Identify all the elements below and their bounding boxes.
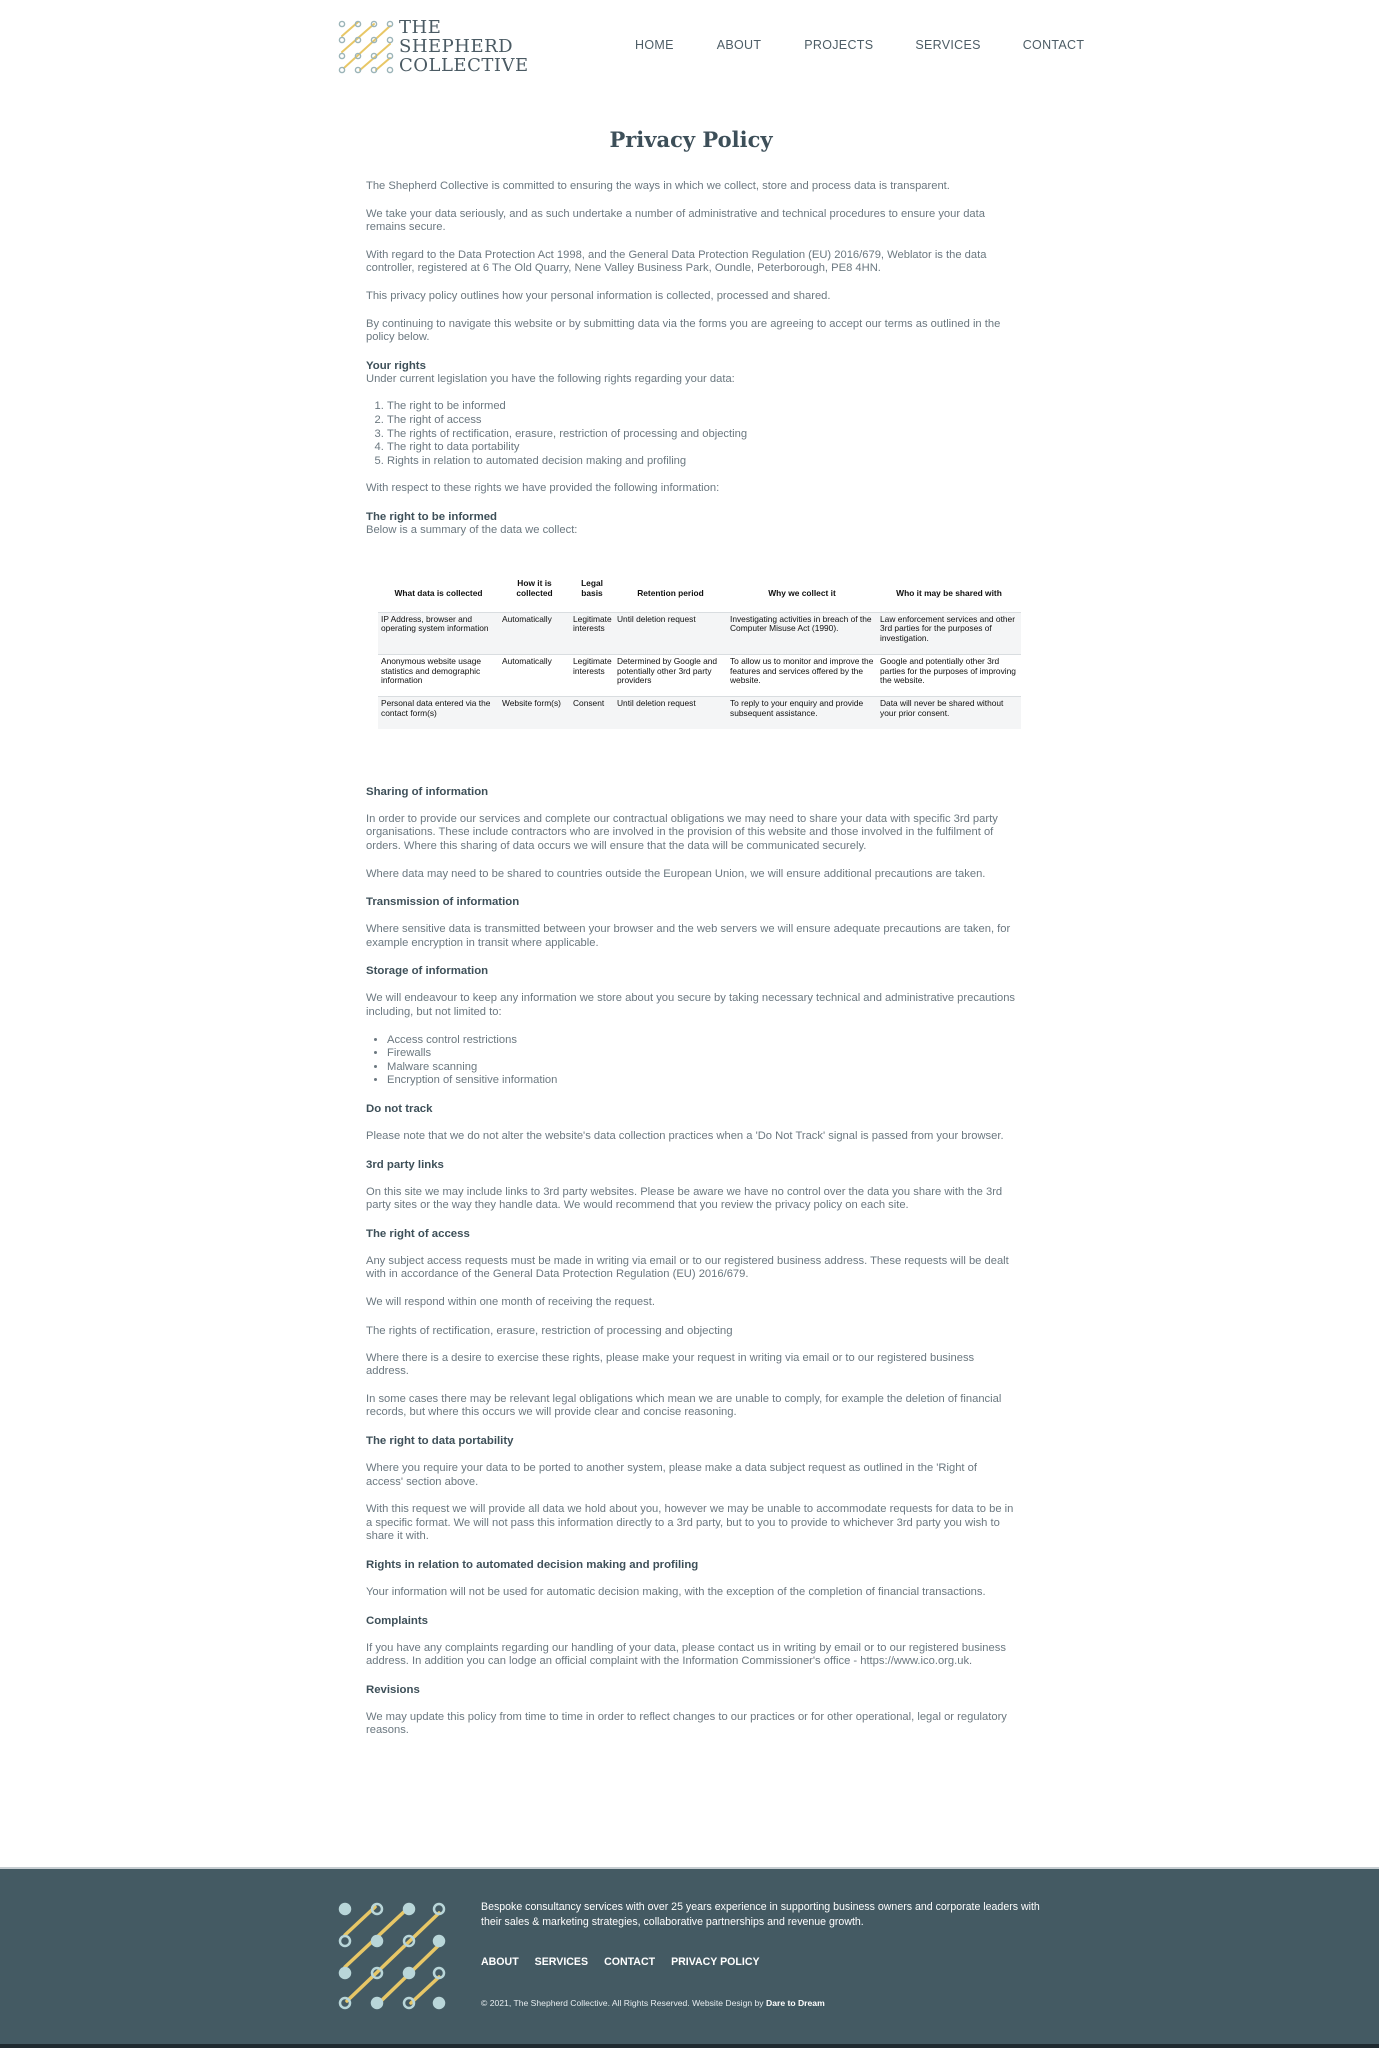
table-cell: Legitimate interests <box>570 654 614 696</box>
logo-line-1: THE <box>399 17 442 38</box>
table-row <box>378 612 1021 654</box>
list-item: 5. Rights in relation to automated decision making and profiling <box>387 455 1016 469</box>
intro-paragraph: The Shepherd Collective is committed to ensuring the ways in which we collect, store and process data is transparent. <box>366 180 950 192</box>
table-cell: IP Address, browser and operating system information <box>378 612 499 654</box>
table-header: Legal basis <box>581 577 603 598</box>
table-cell: Until deletion request <box>614 697 727 729</box>
nav-services[interactable]: SERVICES <box>915 38 981 52</box>
page-title: Privacy Policy <box>609 127 773 152</box>
rights-list <box>387 400 1016 468</box>
site-header <box>0 0 1379 95</box>
table-cell: Legitimate interests <box>570 612 614 654</box>
access-heading: The right of access <box>366 1227 470 1240</box>
site-logo[interactable] <box>338 18 528 78</box>
table-header: Why we collect it <box>768 587 836 598</box>
portability-paragraph: Where you require your data to be ported to another system, please make a data subject request as outlined in the 'Right of access' section above. <box>366 1461 977 1488</box>
sharing-paragraph: Where data may need to be shared to countries outside the European Union, we will ensure additional precautions are taken. <box>366 867 986 880</box>
main-nav <box>635 38 1084 52</box>
footer-description: Bespoke consultancy services with over 25 years experience in supporting business owners and corporate leaders with their sales & marketing strategies, collaborative partnerships and revenue growth. <box>481 1901 1040 1928</box>
nav-home[interactable]: HOME <box>635 38 674 52</box>
list-item: 1. The right to be informed <box>387 400 1016 414</box>
nav-projects[interactable]: PROJECTS <box>804 38 874 52</box>
table-row <box>378 654 1021 696</box>
table-cell: Consent <box>570 697 614 729</box>
intro-paragraph: With regard to the Data Protection Act 1998, and the General Data Protection Regulation (EU) 2016/679, Weblator is the data controller, registered at 6 The Old Quarry, Nene Valley Business Park, Oundle, Peterborough, PE8 4HN. <box>366 248 987 275</box>
rectification-paragraph: Where there is a desire to exercise these rights, please make your request in writing via email or to our registered business address. <box>366 1351 975 1378</box>
footer-bottom-bar <box>0 2044 1379 2048</box>
rectification-heading: The rights of rectification, erasure, restriction of processing and objecting <box>366 1324 733 1337</box>
table-header: Retention period <box>637 587 704 598</box>
list-item: • Access control restrictions <box>387 1034 1016 1048</box>
list-item: • Encryption of sensitive information <box>387 1074 1016 1088</box>
informed-intro: Below is a summary of the data we collect: <box>366 523 578 536</box>
footer-copyright <box>481 1998 825 2008</box>
table-cell: Personal data entered via the contact form(s) <box>378 697 499 729</box>
complaints-heading: Complaints <box>366 1614 429 1627</box>
access-paragraph: Any subject access requests must be made in writing via email or to our registered business address. These requests will be dealt with in accordance of the General Data Protection Regulation (EU) 2016/679. <box>366 1254 1009 1281</box>
your-rights-heading: Your rights <box>366 359 426 372</box>
list-item: 2. The right of access <box>387 414 1016 428</box>
logo-wordmark <box>399 18 529 75</box>
transmission-heading: Transmission of information <box>366 896 520 909</box>
table-cell: Law enforcement services and other 3rd parties for the purposes of investigation. <box>877 612 1021 654</box>
footer-logo-mark-icon <box>337 1901 447 2011</box>
table-cell: Automatically <box>499 612 570 654</box>
access-paragraph: We will respond within one month of receiving the request. <box>366 1295 655 1308</box>
table-row <box>378 697 1021 729</box>
list-item: 3. The rights of rectification, erasure, restriction of processing and objecting <box>387 428 1016 442</box>
storage-list <box>387 1034 1016 1088</box>
rights-outro: With respect to these rights we have provided the following information: <box>366 482 720 495</box>
storage-paragraph: We will endeavour to keep any information we store about you secure by taking necessary technical and administrative precautions including, but not limited to: <box>366 992 1016 1019</box>
logo-line-3: COLLECTIVE <box>399 55 529 76</box>
logo-mark-icon <box>338 20 394 74</box>
sharing-heading: Sharing of information <box>366 785 489 798</box>
footer-link-privacy-policy[interactable]: PRIVACY POLICY <box>671 1956 760 1968</box>
table-cell: Data will never be shared without your prior consent. <box>877 697 1021 729</box>
table-header-row <box>378 578 1021 613</box>
footer-nav <box>481 1956 776 1968</box>
links-paragraph: On this site we may include links to 3rd party websites. Please be aware we have no control over the data you share with the 3rd party sites or the way they handle data. We would recommend that you review the privacy policy on each site. <box>366 1185 1003 1212</box>
footer-link-contact[interactable]: CONTACT <box>604 1956 656 1968</box>
portability-heading: The right to data portability <box>366 1434 514 1447</box>
table-header: What data is collected <box>394 587 483 598</box>
dnt-paragraph: Please note that we do not alter the website's data collection practices when a 'Do Not Track' signal is passed from your browser. <box>366 1130 1004 1142</box>
table-cell: To allow us to monitor and improve the features and services offered by the website. <box>727 654 877 696</box>
designer-link[interactable]: Dare to Dream <box>765 1998 825 2008</box>
revisions-paragraph: We may update this policy from time to time in order to reflect changes to our practices or for other operational, legal or regulatory reasons. <box>366 1710 1007 1737</box>
intro-paragraph: By continuing to navigate this website or by submitting data via the forms you are agreeing to accept our terms as outlined in the policy below. <box>366 317 1001 344</box>
transmission-paragraph: Where sensitive data is transmitted between your browser and the web servers we will ensure adequate precautions are taken, for example encryption in transit where applicable. <box>366 923 1011 949</box>
informed-heading: The right to be informed <box>366 510 497 523</box>
automated-heading: Rights in relation to automated decision making and profiling <box>366 1558 699 1571</box>
table-header: Who it may be shared with <box>896 587 1002 598</box>
list-item: 4. The right to data portability <box>387 441 1016 455</box>
list-item: • Firewalls <box>387 1047 1016 1061</box>
table-cell: Determined by Google and potentially other 3rd party providers <box>614 654 727 696</box>
links-heading: 3rd party links <box>366 1158 444 1171</box>
rights-intro: Under current legislation you have the following rights regarding your data: <box>366 372 735 385</box>
table-cell: Until deletion request <box>614 612 727 654</box>
copyright-text: © 2021, The Shepherd Collective. All Rights Reserved. Website Design by <box>481 1998 766 2008</box>
table-header: How it is collected <box>516 577 553 598</box>
logo-line-2: SHEPHERD <box>399 36 514 57</box>
storage-heading: Storage of information <box>366 965 489 978</box>
data-collection-table <box>378 578 1021 729</box>
table-cell: To reply to your enquiry and provide subsequent assistance. <box>727 697 877 729</box>
table-cell: Anonymous website usage statistics and demographic information <box>378 654 499 696</box>
table-cell: Investigating activities in breach of the Computer Misuse Act (1990). <box>727 612 877 654</box>
dnt-heading: Do not track <box>366 1103 433 1115</box>
intro-paragraph: This privacy policy outlines how your personal information is collected, processed and shared. <box>366 289 831 302</box>
complaints-paragraph: If you have any complaints regarding our handling of your data, please contact us in writing by email or to our registered business address. In addition you can lodge an official complaint with the Information Commissioner's office - https://www.ico.org.uk. <box>366 1641 1006 1668</box>
rectification-paragraph: In some cases there may be relevant legal obligations which mean we are unable to comply, for example the deletion of financial records, but where this occurs we will provide clear and concise reasoning. <box>366 1392 1002 1419</box>
table-cell: Website form(s) <box>499 697 570 729</box>
footer-top-divider <box>0 1867 1379 1869</box>
privacy-content <box>366 120 1016 1752</box>
automated-paragraph: Your information will not be used for automatic decision making, with the exception of the completion of financial transactions. <box>366 1585 986 1598</box>
sharing-paragraph: In order to provide our services and complete our contractual obligations we may need to share your data with specific 3rd party organisations. These include contractors who are involved in the provision of this website and those involved in the fulfilment of orders. Where this sharing of data occurs we will ensure that the data will be communicated securely. <box>366 812 998 853</box>
table-cell: Automatically <box>499 654 570 696</box>
table-cell: Google and potentially other 3rd parties for the purposes of improving the website. <box>877 654 1021 696</box>
portability-paragraph: With this request we will provide all data we hold about you, however we may be unable to accommodate requests for data to be in a specific format. We will not pass this information directly to a 3rd party, but to you to provide to whichever 3rd party you wish to share it with. <box>366 1503 1014 1543</box>
nav-about[interactable]: ABOUT <box>716 38 762 52</box>
footer-link-services[interactable]: SERVICES <box>534 1956 589 1968</box>
nav-contact[interactable]: CONTACT <box>1022 38 1085 52</box>
revisions-heading: Revisions <box>366 1683 420 1696</box>
footer-link-about[interactable]: ABOUT <box>481 1956 519 1968</box>
list-item: • Malware scanning <box>387 1061 1016 1075</box>
intro-paragraph: We take your data seriously, and as such undertake a number of administrative and technical procedures to ensure your data remains secure. <box>366 207 985 234</box>
